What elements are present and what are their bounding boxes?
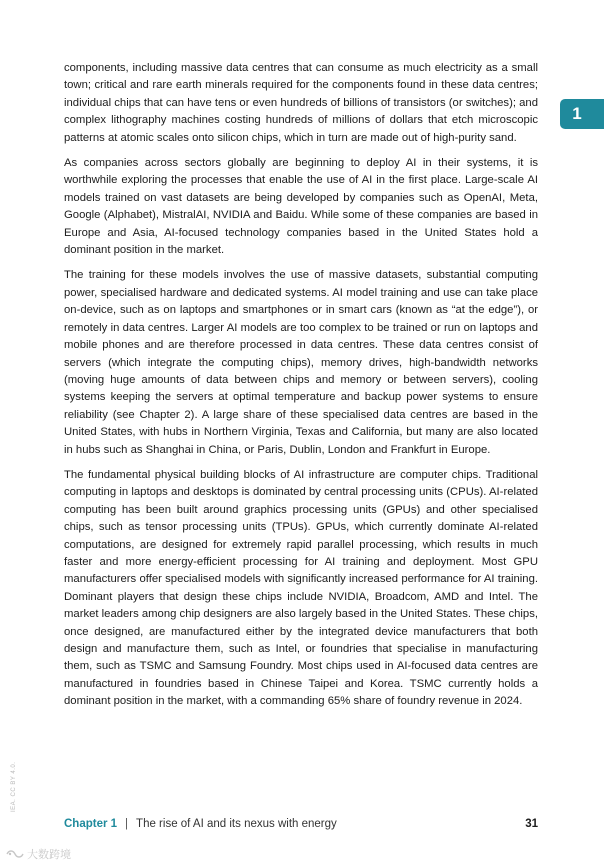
footer-separator: | xyxy=(125,818,129,830)
paragraph-components: components, including massive data centres that can consume as much electricity as a small town; critical and rare earth minerals required for the components found in these data centres; individual chips that can have tens or even hundreds of billions of transistors (or switches); and complex lithography machines costing hundreds of millions of dollars that etch microscopic patterns at atomic scales onto silicon chips, which in turn are made out of high-purity sand. xyxy=(64,62,538,144)
license-code: IEA. CC BY 4.0. xyxy=(11,761,17,812)
page-number: 31 xyxy=(525,818,538,830)
watermark-logo-icon xyxy=(6,849,24,859)
chapter-number-tab: 1 xyxy=(560,99,604,129)
watermark-text: 大数跨境 xyxy=(27,849,71,861)
footer-chapter-label: Chapter 1 xyxy=(64,818,118,830)
page-footer xyxy=(64,818,538,830)
footer-chapter-title: The rise of AI and its nexus with energy xyxy=(136,818,337,830)
watermark xyxy=(6,846,71,862)
body-text xyxy=(64,60,538,719)
paragraph-training: The training for these models involves the use of massive datasets, substantial computing power, specialised hardware and dedicated systems. AI model training and use can take place on-device, such as on laptops and smartphones or in smart cars (known as “at the edge”), or remotely in data centres. Larger AI models are too complex to be trained or run on laptops and mobile phones and are therefore processed in data centres. These data centres consist of servers (which integrate the computing chips), memory drives, high-bandwidth networks (moving huge amounts of data between chips and memory or between servers), cooling systems keeping the servers at optimal temperature and backup power systems to ensure reliability (see Chapter 2). A large share of these specialised data centres are based in the United States, with hubs in Northern Virginia, Texas and California, but many are also located in hubs such as Shanghai in China, or Paris, Dublin, London and Frankfurt in Europe. xyxy=(64,269,538,456)
paragraph-companies: As companies across sectors globally are beginning to deploy AI in their systems, it is worthwhile exploring the processes that enable the use of AI in the first place. Large-scale AI models trained on vast datasets are being developed by companies such as OpenAI, Meta, Google (Alphabet), MistralAI, NVIDIA and Baidu. While some of these companies are based in Europe and Asia, AI-focused technology companies based in the United States hold a dominant position in the market. xyxy=(64,157,538,257)
paragraph-chips: The fundamental physical building blocks of AI infrastructure are computer chips. Traditional computing in laptops and desktops is dominated by central processing units (CPUs). AI-related computing has been built around graphics processing units (GPUs) and other specialised chips, such as tensor processing units (TPUs). GPUs, which currently dominate AI-related computations, are designed for extremely rapid parallel processing, which results in much faster and more energy-efficient processing for AI training and deployment. Most GPU manufacturers offer specialised models with significantly increased performance for AI training. Dominant players that design these chips include NVIDIA, Broadcom, AMD and Intel. The market leaders among chip designers are also largely based in the United States. These chips, once designed, are manufactured either by the integrated device manufacturers that both design and manufacture them, such as Intel, or foundries that specialise in manufacturing them, such as TSMC and Samsung Foundry. Most chips used in AI-focused data centres are manufactured in foundries based in Chinese Taipei and Korea. TSMC currently holds a dominant position in the market, with a commanding 65% share of foundry revenue in 2024. xyxy=(64,468,538,708)
